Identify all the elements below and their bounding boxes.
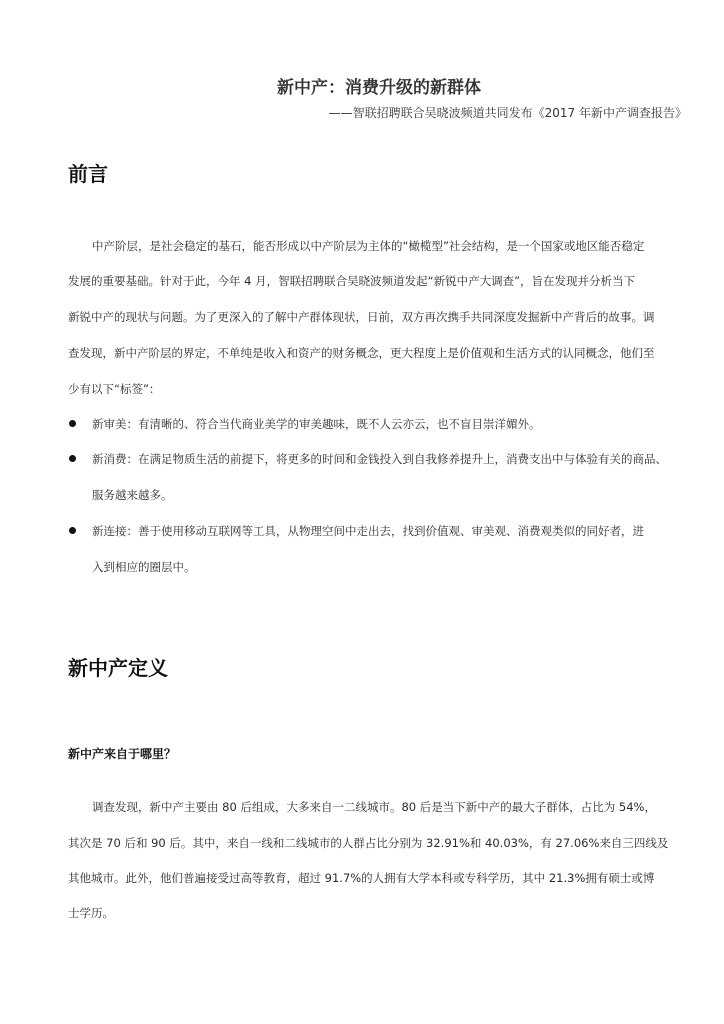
definition-paragraph-line: 士学历。 bbox=[68, 906, 114, 920]
preface-paragraph-line: 新锐中产的现状与问题。为了更深入的了解中产群体现状，日前，双方再次携手共同深度发掘新中产背后的故事。调 bbox=[68, 310, 655, 324]
preface-paragraph-line: 查发现，新中产阶层的界定，不单纯是收入和资产的财务概念，更大程度上是价值观和生活方式的认同概念，他们至 bbox=[68, 346, 655, 360]
document-title: 新中产：消费升级的新群体 bbox=[277, 78, 481, 98]
bullet-dot-icon bbox=[69, 455, 76, 462]
document-subtitle: ——智联招聘联合吴晓波频道共同发布《2017 年新中产调查报告》 bbox=[328, 106, 687, 120]
preface-heading: 前言 bbox=[68, 162, 108, 186]
bullet-item-line: 服务越来越多。 bbox=[92, 488, 173, 502]
preface-paragraph-line: 中产阶层，是社会稳定的基石，能否形成以中产阶层为主体的“橄榄型”社会结构，是一个国家或地区能否稳定 bbox=[92, 239, 645, 253]
definition-heading: 新中产定义 bbox=[68, 656, 168, 680]
definition-paragraph-line: 调查发现，新中产主要由 80 后组成，大多来自一二线城市。80 后是当下新中产的最大子群体，占比为 54%， bbox=[92, 800, 656, 814]
bullet-item-line: 入到相应的圈层中。 bbox=[92, 560, 196, 574]
definition-paragraph-line: 其次是 70 后和 90 后。其中，来自一线和二线城市的人群占比分别为 32.91%和 40.03%，有 27.06%来自三四线及 bbox=[68, 836, 669, 850]
bullet-item-line: 新连接：善于使用移动互联网等工具，从物理空间中走出去，找到价值观、审美观、消费观类似的同好者，进 bbox=[92, 524, 644, 538]
bullet-dot-icon bbox=[69, 527, 76, 534]
definition-subheading: 新中产来自于哪里？ bbox=[68, 747, 177, 761]
definition-paragraph-line: 其他城市。此外，他们普遍接受过高等教育，超过 91.7%的人拥有大学本科或专科学历，其中 21.3%拥有硕士或博 bbox=[68, 871, 655, 885]
bullet-dot-icon bbox=[69, 420, 76, 427]
preface-paragraph-line: 发展的重要基础。针对于此，今年 4 月，智联招聘联合吴晓波频道发起“新锐中产大调查”，旨在发现并分析当下 bbox=[68, 274, 636, 288]
preface-paragraph-line: 少有以下“标签”： bbox=[68, 382, 161, 396]
bullet-item-line: 新消费：在满足物质生活的前提下，将更多的时间和金钱投入到自我修养提升上，消费支出中与体验有关的商品、 bbox=[92, 452, 667, 466]
bullet-item-line: 新审美：有清晰的、符合当代商业美学的审美趣味，既不人云亦云，也不盲目崇洋媚外。 bbox=[92, 417, 541, 431]
